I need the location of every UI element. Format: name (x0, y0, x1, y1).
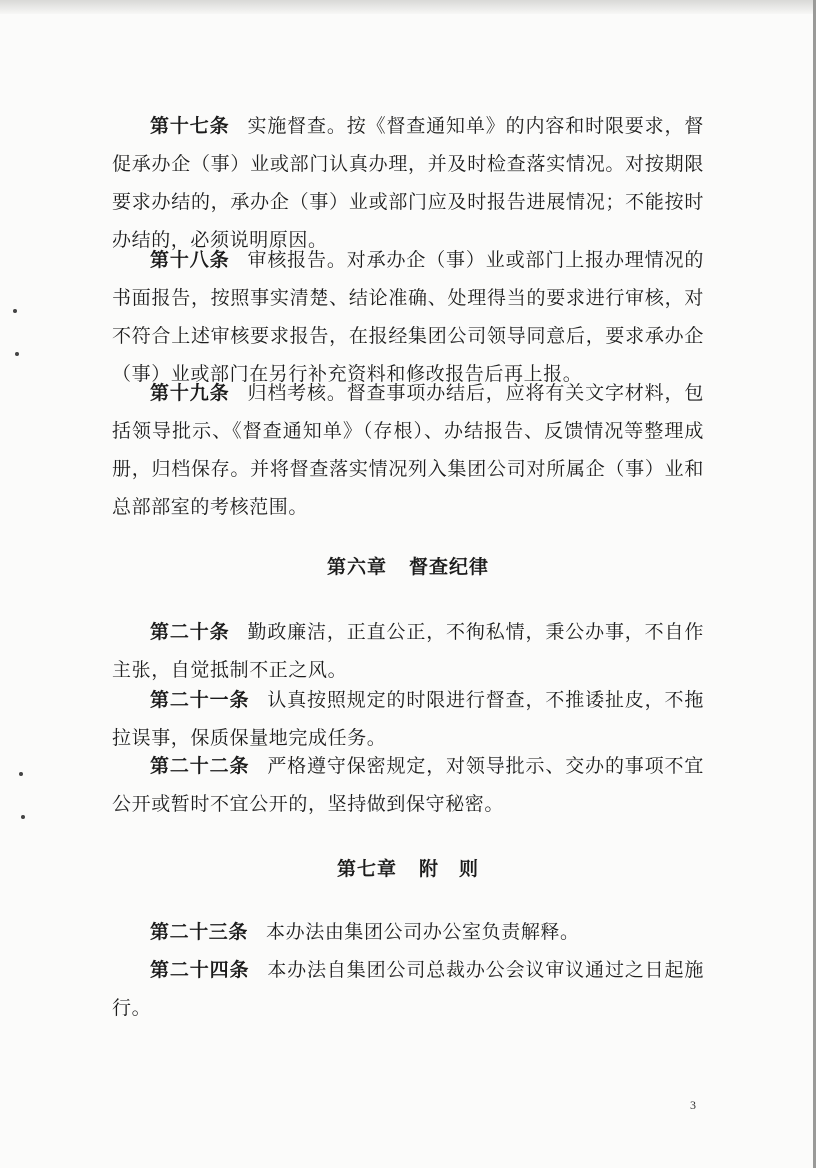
article-text: 实施督查。按《督查通知单》的内容和时限要求，督促承办企（事）业或部门认真办理，并及时检查落实情况。对按期限要求办结的，承办企（事）业或部门应及时报告进展情况；不能按时办结的，必须说明原因。 (112, 115, 704, 251)
article-18 (112, 241, 704, 393)
binding-mark (15, 352, 19, 356)
article-text: 严格遵守保密规定，对领导批示、交办的事项不宜公开或暂时不宜公开的，坚持做到保守秘密。 (112, 755, 704, 815)
page-number: 3 (690, 1098, 696, 1112)
article-21 (112, 681, 704, 757)
article-number: 第十七条 (150, 115, 230, 137)
binding-mark (19, 772, 23, 776)
article-number: 第二十条 (150, 621, 230, 643)
article-17 (112, 107, 704, 259)
chapter-number: 第六章 (326, 556, 387, 578)
article-text: 勤政廉洁，正直公正，不徇私情，秉公办事，不自作主张，自觉抵制不正之风。 (112, 621, 704, 681)
article-20 (112, 613, 704, 689)
chapter-6-heading (112, 552, 704, 579)
article-24 (112, 951, 704, 1027)
article-19 (112, 374, 704, 526)
article-number: 第二十四条 (150, 959, 250, 981)
article-number: 第二十三条 (150, 921, 249, 943)
chapter-title: 附 则 (419, 858, 480, 880)
chapter-number: 第七章 (336, 858, 397, 880)
article-22 (112, 747, 704, 823)
binding-mark (13, 309, 17, 313)
article-text: 审核报告。对承办企（事）业或部门上报办理情况的书面报告，按照事实清楚、结论准确、处理得当的要求进行审核，对不符合上述审核要求报告，在报经集团公司领导同意后，要求承办企（事）业或部门在另行补充资料和修改报告后再上报。 (112, 249, 704, 385)
article-23 (112, 913, 704, 951)
binding-mark (21, 815, 25, 819)
chapter-7-heading (112, 854, 704, 881)
article-number: 第十九条 (150, 382, 230, 404)
article-number: 第二十一条 (150, 689, 250, 711)
scan-shadow (0, 0, 816, 14)
article-text: 认真按照规定的时限进行督查，不推诿扯皮，不拖拉误事，保质保量地完成任务。 (112, 689, 704, 749)
chapter-title: 督查纪律 (409, 556, 490, 578)
article-text: 本办法自集团公司总裁办公会议审议通过之日起施行。 (112, 959, 704, 1019)
article-text: 归档考核。督查事项办结后，应将有关文字材料，包括领导批示、《督查通知单》（存根）、办结报告、反馈情况等整理成册，归档保存。并将督查落实情况列入集团公司对所属企（事）业和总部部室的考核范围。 (112, 382, 704, 518)
article-number: 第十八条 (150, 249, 230, 271)
article-text: 本办法由集团公司办公室负责解释。 (266, 921, 580, 943)
article-number: 第二十二条 (150, 755, 250, 777)
